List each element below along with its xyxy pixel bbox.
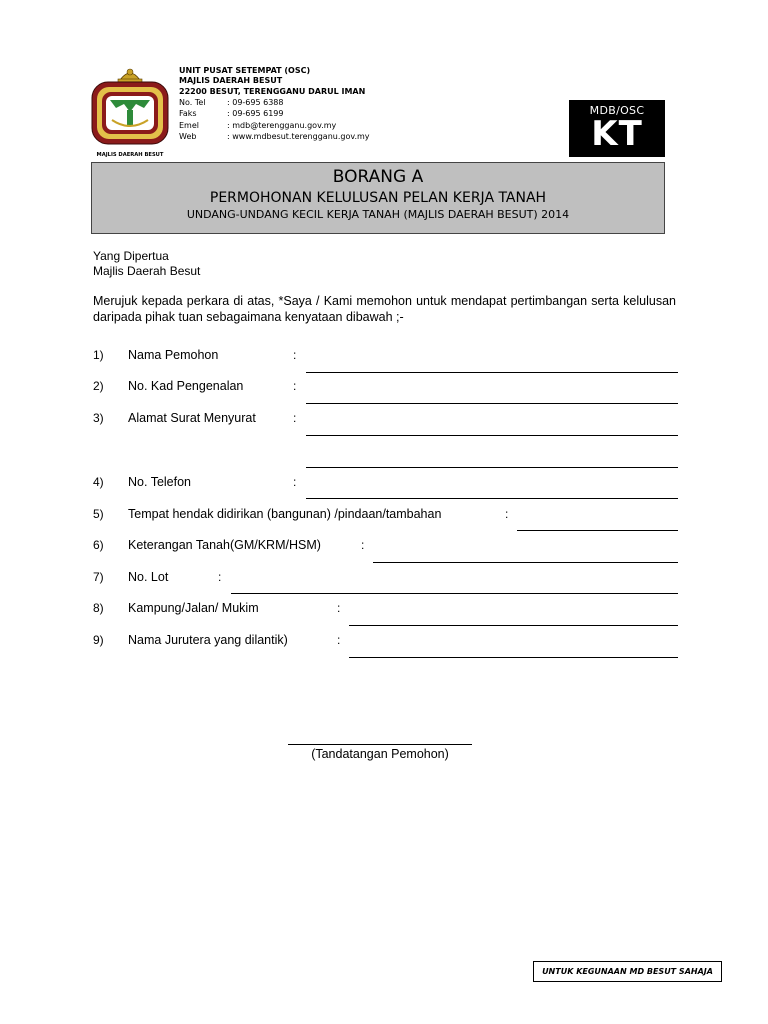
- contact-value: : mdb@terengganu.gov.my: [227, 121, 337, 130]
- contact-web: [179, 132, 370, 142]
- field-label-building-location: Tempat hendak didirikan (bangunan) /pindaan/tambahan: [128, 507, 442, 521]
- contact-tel: [179, 98, 283, 108]
- field-number: 7): [93, 570, 104, 584]
- form-code: KT: [591, 114, 643, 154]
- field-label-applicant-name: Nama Pemohon: [128, 348, 219, 362]
- org-line-1: UNIT PUSAT SETEMPAT (OSC): [179, 66, 311, 75]
- field-label-land-description: Keterangan Tanah(GM/KRM/HSM): [128, 538, 321, 552]
- form-legal-reference: UNDANG-UNDANG KECIL KERJA TANAH (MAJLIS DAERAH BESUT) 2014: [186, 208, 570, 221]
- field-input-applicant-name[interactable]: [306, 372, 678, 373]
- contact-email: [179, 121, 336, 131]
- addressee-line-1: Yang Dipertua: [93, 249, 169, 263]
- field-colon: :: [337, 633, 341, 647]
- form-code-prefix: MDB/OSC: [589, 104, 645, 117]
- field-input-mailing-address-1[interactable]: [306, 435, 678, 436]
- field-input-village-road-mukim[interactable]: [349, 625, 678, 626]
- field-colon: :: [505, 507, 509, 521]
- field-number: 6): [93, 538, 104, 552]
- form-subtitle: PERMOHONAN KELULUSAN PELAN KERJA TANAH: [209, 190, 547, 206]
- field-colon: :: [337, 601, 341, 615]
- office-use-box: UNTUK KEGUNAAN MD BESUT SAHAJA: [533, 961, 722, 982]
- field-colon: :: [293, 379, 297, 393]
- field-input-ic-number[interactable]: [306, 403, 678, 404]
- contact-label: Faks: [179, 109, 197, 118]
- field-colon: :: [218, 570, 222, 584]
- field-colon: :: [361, 538, 365, 552]
- field-label-ic-number: No. Kad Pengenalan: [128, 379, 244, 393]
- field-colon: :: [293, 411, 297, 425]
- contact-value: : 09-695 6388: [227, 98, 284, 107]
- signature-line[interactable]: [288, 744, 472, 745]
- field-colon: :: [293, 475, 297, 489]
- field-label-telephone: No. Telefon: [128, 475, 192, 489]
- intro-paragraph: Merujuk kepada perkara di atas, *Saya / Kami memohon untuk mendapat pertimbangan serta kelulusan daripada pihak tuan sebagaimana kenyataan dibawah ;-: [93, 294, 676, 324]
- contact-label: Web: [179, 132, 197, 141]
- field-input-lot-number[interactable]: [231, 593, 678, 594]
- field-input-mailing-address-2[interactable]: [306, 467, 678, 468]
- form-title-box: [91, 162, 665, 234]
- contact-value: : www.mdbesut.terengganu.gov.my: [227, 132, 370, 141]
- contact-label: Emel: [179, 121, 199, 130]
- org-line-2: MAJLIS DAERAH BESUT: [179, 76, 283, 85]
- signature-label: (Tandatangan Pemohon): [311, 747, 449, 761]
- field-input-building-location[interactable]: [517, 530, 678, 531]
- field-number: 2): [93, 379, 104, 393]
- field-input-land-description[interactable]: [373, 562, 678, 563]
- council-logo: [88, 66, 172, 158]
- contact-value: : 09-695 6199: [227, 109, 284, 118]
- field-number: 4): [93, 475, 104, 489]
- form-code-box: [569, 100, 665, 157]
- field-number: 9): [93, 633, 104, 647]
- field-label-mailing-address: Alamat Surat Menyurat: [128, 411, 256, 425]
- field-number: 3): [93, 411, 104, 425]
- field-number: 8): [93, 601, 104, 615]
- logo-caption: MAJLIS DAERAH BESUT: [96, 152, 164, 158]
- field-label-lot-number: No. Lot: [128, 570, 169, 584]
- contact-label: No. Tel: [179, 98, 206, 107]
- addressee-line-2: Majlis Daerah Besut: [93, 264, 201, 278]
- field-input-telephone[interactable]: [306, 498, 678, 499]
- contact-fax: [179, 109, 283, 119]
- form-title: BORANG A: [332, 167, 424, 187]
- field-colon: :: [293, 348, 297, 362]
- field-label-appointed-engineer: Nama Jurutera yang dilantik): [128, 633, 288, 647]
- org-line-3: 22200 BESUT, TERENGGANU DARUL IMAN: [179, 86, 366, 96]
- field-number: 1): [93, 348, 104, 362]
- field-input-appointed-engineer[interactable]: [349, 657, 678, 658]
- field-label-village-road-mukim: Kampung/Jalan/ Mukim: [128, 601, 259, 615]
- field-number: 5): [93, 507, 104, 521]
